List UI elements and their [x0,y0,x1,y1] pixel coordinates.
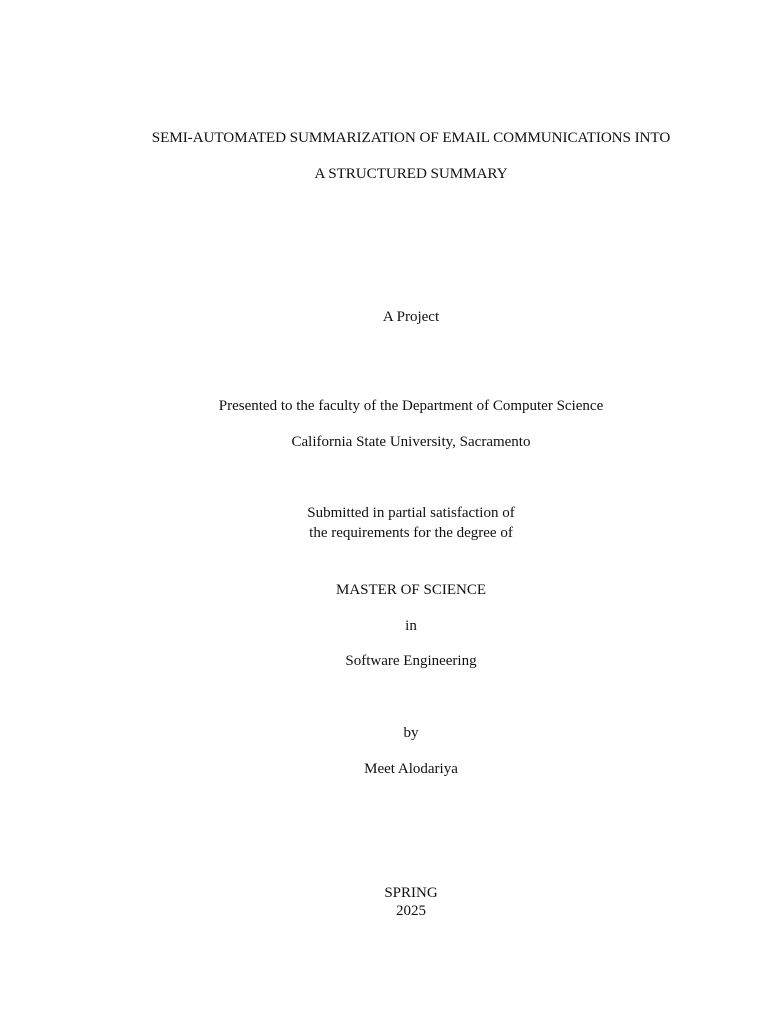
submission-statement-line-1: Submitted in partial satisfaction of [307,505,515,521]
author-by: by [403,725,419,741]
submission-statement-line-2: the requirements for the degree of [309,525,513,541]
project-title-line-2: A STRUCTURED SUMMARY [314,165,508,182]
degree-name: MASTER OF SCIENCE [335,582,487,598]
project-title-line-1: SEMI-AUTOMATED SUMMARIZATION OF EMAIL COMMUNICATIONS INTO [151,129,671,146]
presented-to-line: Presented to the faculty of the Department of Computer Science [218,398,604,414]
degree-in: in [405,618,417,634]
degree-field: Software Engineering [345,653,477,669]
author-name: Meet Alodariya [364,761,458,777]
term-year: 2025 [396,903,426,919]
term-season: SPRING [384,885,438,901]
document-type: A Project [382,309,440,325]
university-name: California State University, Sacramento [291,434,531,450]
